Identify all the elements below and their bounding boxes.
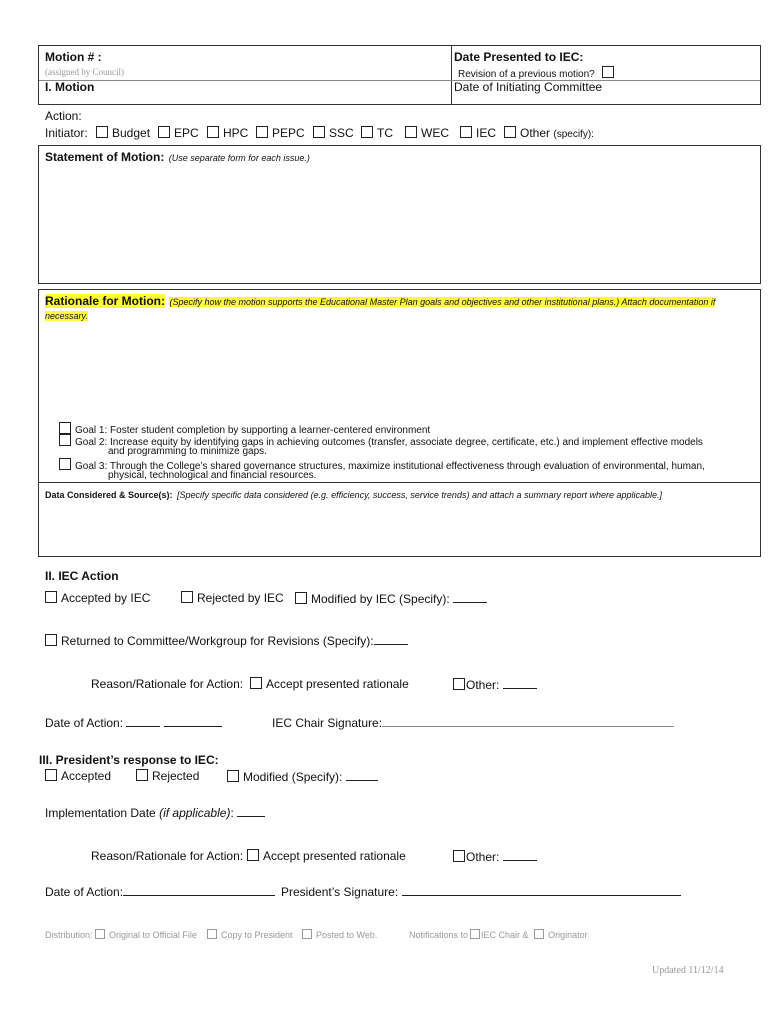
iec-modified-label: Modified by IEC (Specify): bbox=[311, 592, 450, 606]
goal-2-text: Goal 2: Increase equity by identifying gaps in achieving outcomes (transfer, associate degree, certificate, etc.) and implement effective models bbox=[75, 437, 703, 448]
ssc-label: SSC bbox=[329, 126, 354, 140]
statement-note: (Use separate form for each issue.) bbox=[168, 153, 310, 163]
iec-date-label: Date of Action: bbox=[45, 716, 124, 730]
iec-other-line[interactable] bbox=[503, 677, 537, 689]
initiator-other[interactable] bbox=[504, 126, 594, 140]
president-modified-option[interactable] bbox=[227, 769, 378, 784]
goal-3-text: Goal 3: Through the College’s shared governance structures, maximize institutional effectiveness through evaluation of environmental, human, bbox=[75, 461, 705, 472]
president-title: III. President’s response to IEC: bbox=[39, 753, 219, 767]
iec-chair-checkbox[interactable] bbox=[470, 929, 480, 939]
implementation-note: (if applicable) bbox=[159, 806, 231, 820]
iec-date-of-action bbox=[45, 715, 222, 730]
president-accepted-label: Accepted bbox=[61, 769, 112, 783]
president-date-of-action bbox=[45, 884, 275, 899]
iec-returned-line[interactable] bbox=[374, 633, 408, 645]
pepc-checkbox[interactable] bbox=[256, 126, 268, 138]
notifications-label: Notifications to bbox=[409, 930, 469, 940]
rationale-title: Rationale for Motion: bbox=[45, 294, 165, 308]
other-checkbox[interactable] bbox=[504, 126, 516, 138]
iec-other-option[interactable] bbox=[453, 677, 537, 692]
posted-label: Posted to Web. bbox=[316, 930, 378, 940]
revision-label bbox=[458, 66, 618, 80]
iec-checkbox[interactable] bbox=[460, 126, 472, 138]
president-other-option[interactable] bbox=[453, 849, 537, 864]
iec-chair-signature-line[interactable] bbox=[382, 715, 674, 727]
president-modified-line[interactable] bbox=[346, 769, 378, 781]
implementation-label: Implementation Date bbox=[45, 806, 156, 820]
iec-returned-checkbox[interactable] bbox=[45, 634, 57, 646]
iec-accepted-checkbox[interactable] bbox=[45, 591, 57, 603]
pepc-label: PEPC bbox=[272, 126, 305, 140]
president-modified-checkbox[interactable] bbox=[227, 770, 239, 782]
iec-accepted-option[interactable] bbox=[45, 591, 150, 605]
date-presented-label: Date Presented to IEC: bbox=[454, 50, 584, 64]
president-modified-label: Modified (Specify): bbox=[243, 770, 343, 784]
tc-checkbox[interactable] bbox=[361, 126, 373, 138]
initiator-hpc[interactable] bbox=[207, 126, 248, 140]
initiator-label: Initiator: bbox=[45, 126, 88, 140]
data-considered-note: [Specify specific data considered (e.g. efficiency, success, service trends) and attach a summary report where applicable.] bbox=[176, 490, 663, 500]
president-date-line[interactable] bbox=[123, 884, 275, 896]
data-considered-title: Data Considered & Source(s): bbox=[45, 490, 173, 500]
motion-number-label: Motion # : bbox=[45, 50, 102, 64]
goal-2-line2: and programming to minimize gaps. bbox=[108, 446, 267, 457]
president-other-line[interactable] bbox=[503, 849, 537, 861]
president-rejected-checkbox[interactable] bbox=[136, 769, 148, 781]
initiator-budget[interactable] bbox=[96, 126, 150, 140]
rationale-heading-line2 bbox=[45, 306, 88, 324]
iec-accepted-label: Accepted by IEC bbox=[61, 591, 151, 605]
distribution-posted bbox=[302, 929, 377, 940]
president-accepted-option[interactable] bbox=[45, 769, 111, 783]
iec-returned-label: Returned to Committee/Workgroup for Revisions (Specify): bbox=[61, 634, 374, 648]
distribution-label: Distribution: bbox=[45, 930, 93, 940]
iec-modified-option[interactable] bbox=[295, 591, 487, 606]
president-date-label: Date of Action: bbox=[45, 885, 124, 899]
goal-3-checkbox[interactable] bbox=[59, 458, 71, 470]
initiator-pepc[interactable] bbox=[256, 126, 305, 140]
other-specify-label: (specify): bbox=[553, 129, 594, 140]
goal-2-checkbox[interactable] bbox=[59, 434, 71, 446]
original-label: Original to Official File bbox=[109, 930, 197, 940]
ssc-checkbox[interactable] bbox=[313, 126, 325, 138]
hpc-label: HPC bbox=[223, 126, 249, 140]
date-initiating-label: Date of Initiating Committee bbox=[454, 80, 603, 94]
iec-reason-label: Reason/Rationale for Action: bbox=[91, 677, 244, 691]
updated-label: Updated 11/12/14 bbox=[652, 965, 724, 976]
president-rejected-label: Rejected bbox=[152, 769, 200, 783]
president-signature-line[interactable] bbox=[402, 884, 681, 896]
iec-label: IEC bbox=[476, 126, 497, 140]
hpc-checkbox[interactable] bbox=[207, 126, 219, 138]
posted-checkbox[interactable] bbox=[302, 929, 312, 939]
president-other-checkbox[interactable] bbox=[453, 850, 465, 862]
budget-checkbox[interactable] bbox=[96, 126, 108, 138]
rationale-heading bbox=[45, 292, 715, 310]
president-reason-label: Reason/Rationale for Action: bbox=[91, 849, 244, 863]
original-checkbox[interactable] bbox=[95, 929, 105, 939]
iec-rejected-option[interactable] bbox=[181, 591, 284, 605]
wec-checkbox[interactable] bbox=[405, 126, 417, 138]
copy-label: Copy to President bbox=[221, 930, 293, 940]
iec-action-title: II. IEC Action bbox=[45, 569, 119, 583]
iec-date-line-a[interactable] bbox=[126, 715, 160, 727]
initiator-tc[interactable] bbox=[361, 126, 393, 140]
goal-1-checkbox[interactable] bbox=[59, 422, 71, 434]
implementation-date: Implementation Date (if applicable): bbox=[45, 805, 265, 820]
initiator-ssc[interactable] bbox=[313, 126, 354, 140]
originator-checkbox[interactable] bbox=[534, 929, 544, 939]
goal-1-text: Goal 1: Foster student completion by supporting a learner-centered environment bbox=[75, 425, 431, 436]
distribution-row bbox=[45, 929, 197, 940]
president-rejected-option[interactable] bbox=[136, 769, 199, 783]
other-label: Other bbox=[520, 126, 551, 140]
header-box bbox=[38, 45, 761, 105]
initiator-epc[interactable] bbox=[158, 126, 199, 140]
president-accept-rationale-label: Accept presented rationale bbox=[263, 849, 406, 863]
iec-chair-label: IEC Chair & bbox=[481, 930, 529, 940]
iec-rejected-label: Rejected by IEC bbox=[197, 591, 284, 605]
implementation-line[interactable] bbox=[237, 805, 265, 817]
epc-label: EPC bbox=[174, 126, 199, 140]
epc-checkbox[interactable] bbox=[158, 126, 170, 138]
goal-3-line2: physical, technological and financial resources. bbox=[108, 470, 317, 481]
iec-modified-checkbox[interactable] bbox=[295, 592, 307, 604]
initiator-row bbox=[45, 126, 88, 140]
iec-other-checkbox[interactable] bbox=[453, 678, 465, 690]
iec-accept-rationale-checkbox[interactable] bbox=[250, 677, 262, 689]
revision-checkbox[interactable] bbox=[602, 66, 614, 78]
copy-checkbox[interactable] bbox=[207, 929, 217, 939]
section-motion-title: I. Motion bbox=[45, 80, 95, 94]
iec-accept-rationale-option[interactable] bbox=[250, 677, 409, 691]
data-considered-heading bbox=[45, 485, 662, 503]
budget-label: Budget bbox=[112, 126, 151, 140]
rationale-note: (Specify how the motion supports the Educational Master Plan goals and objectives and other institutional plans.) Attach documentation if bbox=[169, 297, 716, 307]
initiator-wec[interactable] bbox=[405, 126, 449, 140]
iec-rejected-checkbox[interactable] bbox=[181, 591, 193, 603]
rationale-note-line2: necessary. bbox=[45, 311, 88, 321]
originator-label: Originator bbox=[548, 930, 588, 940]
president-signature-label: President’s Signature: bbox=[281, 885, 399, 899]
iec-accept-rationale-label: Accept presented rationale bbox=[266, 677, 409, 691]
iec-chair-signature bbox=[272, 715, 674, 730]
iec-modified-line[interactable] bbox=[453, 591, 487, 603]
president-other-label: Other: bbox=[466, 850, 500, 864]
iec-returned-option[interactable] bbox=[45, 633, 408, 648]
president-accept-rationale-option[interactable] bbox=[247, 849, 406, 863]
distribution-copy bbox=[207, 929, 293, 940]
assigned-by-label: (assigned by Council) bbox=[45, 67, 124, 77]
iec-date-line-b[interactable] bbox=[164, 715, 222, 727]
statement-title: Statement of Motion: bbox=[45, 150, 165, 164]
action-label: Action: bbox=[45, 109, 82, 123]
president-accept-rationale-checkbox[interactable] bbox=[247, 849, 259, 861]
president-signature bbox=[281, 884, 681, 899]
statement-heading bbox=[45, 148, 310, 166]
revision-text: Revision of a previous motion? bbox=[458, 69, 595, 80]
president-accepted-checkbox[interactable] bbox=[45, 769, 57, 781]
initiator-iec[interactable] bbox=[460, 126, 496, 140]
iec-other-label: Other: bbox=[466, 678, 500, 692]
distribution-notifications bbox=[409, 929, 588, 940]
iec-chair-signature-label: IEC Chair Signature: bbox=[272, 716, 383, 730]
tc-label: TC bbox=[377, 126, 393, 140]
wec-label: WEC bbox=[421, 126, 449, 140]
